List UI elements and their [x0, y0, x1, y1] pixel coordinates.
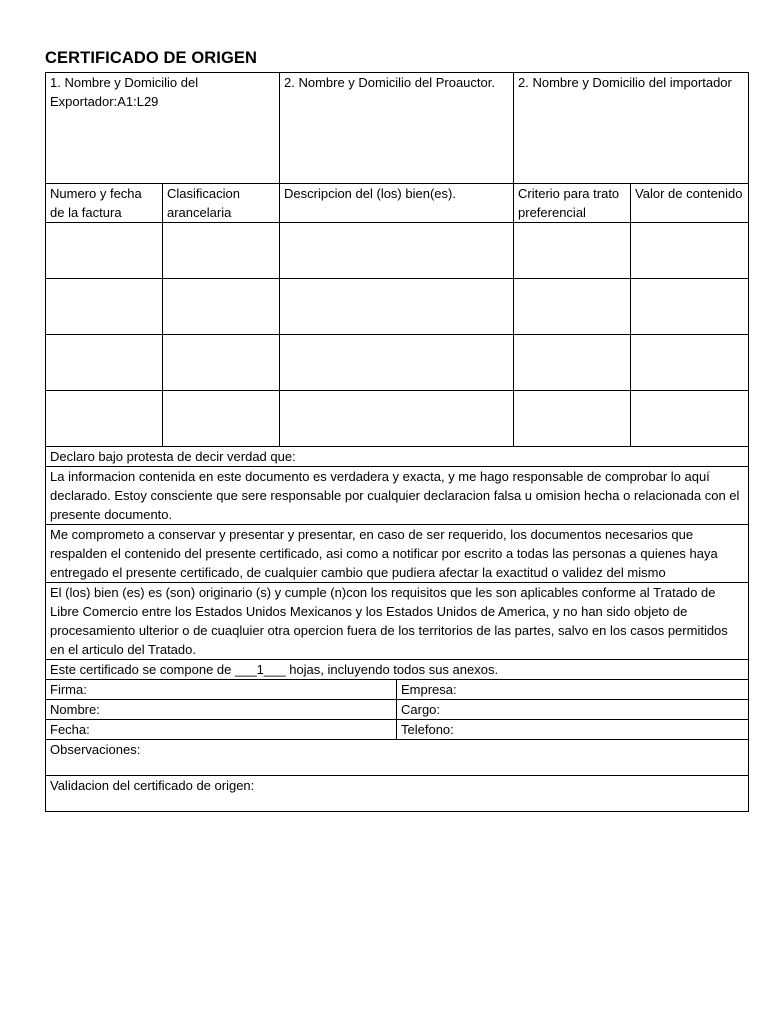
validacion-field[interactable]: Validacion del certificado de origen:: [46, 776, 749, 812]
cell-value[interactable]: [631, 279, 749, 335]
cell-description[interactable]: [280, 223, 514, 279]
cell-invoice[interactable]: [46, 391, 163, 447]
exporter-label: 1. Nombre y Domicilio del Exportador:A1:L29: [50, 75, 199, 109]
col-description: Descripcion del (los) bien(es).: [280, 184, 514, 223]
observaciones-field[interactable]: Observaciones:: [46, 740, 749, 776]
producer-label: 2. Nombre y Domicilio del Proauctor.: [284, 75, 495, 90]
importer-cell[interactable]: [514, 73, 749, 184]
cell-invoice[interactable]: [46, 279, 163, 335]
declaration-intro: Declaro bajo protesta de decir verdad que:: [46, 447, 749, 467]
fecha-field[interactable]: Fecha:: [46, 720, 397, 740]
page-title: CERTIFICADO DE ORIGEN: [45, 49, 258, 67]
table-row: [46, 391, 749, 447]
col-invoice: Numero y fecha de la factura: [46, 184, 163, 223]
sheets-count-text: Este certificado se compone de ___1___ hojas, incluyendo todos sus anexos.: [46, 660, 749, 680]
column-headers-row: [46, 184, 749, 223]
cell-description[interactable]: [280, 335, 514, 391]
declaration-paragraph-3: El (los) bien (es) es (son) originario (s) y cumple (n)con los requisitos que les son aplicables conforme al Tratado de Libre Comercio entre los Estados Unidos Mexicanos y los Estados Unidos de America, y no han sido objeto de procesamiento ulterior o de cuaqluier otra opercion fuera de los territorios de las partes, salvo en los casos permitidos en el articulo del Tratado.: [46, 583, 749, 660]
cell-criteria[interactable]: [514, 279, 631, 335]
signature-table: [45, 679, 749, 812]
cell-value[interactable]: [631, 223, 749, 279]
nombre-field[interactable]: Nombre:: [46, 700, 397, 720]
table-row: [46, 279, 749, 335]
cell-tariff[interactable]: [163, 279, 280, 335]
cell-criteria[interactable]: [514, 223, 631, 279]
col-tariff: Clasificacion arancelaria: [163, 184, 280, 223]
cargo-field[interactable]: Cargo:: [397, 700, 749, 720]
table-row: [46, 223, 749, 279]
certificate-form: [45, 72, 749, 680]
telefono-field[interactable]: Telefono:: [397, 720, 749, 740]
exporter-cell[interactable]: [46, 73, 280, 184]
cell-value[interactable]: [631, 335, 749, 391]
cell-invoice[interactable]: [46, 335, 163, 391]
empresa-field[interactable]: Empresa:: [397, 680, 749, 700]
producer-cell[interactable]: [280, 73, 514, 184]
cell-invoice[interactable]: [46, 223, 163, 279]
declaration-paragraph-1: La informacion contenida en este documento es verdadera y exacta, y me hago responsable de comprobar lo aquí declarado. Estoy consciente que sere responsable por cualquier declaracion falsa u omision hecha o relacionada con el presente documento.: [46, 467, 749, 525]
cell-tariff[interactable]: [163, 335, 280, 391]
col-value: Valor de contenido: [631, 184, 749, 223]
cell-description[interactable]: [280, 391, 514, 447]
cell-tariff[interactable]: [163, 223, 280, 279]
cell-value[interactable]: [631, 391, 749, 447]
cell-description[interactable]: [280, 279, 514, 335]
cell-criteria[interactable]: [514, 335, 631, 391]
cell-tariff[interactable]: [163, 391, 280, 447]
cell-criteria[interactable]: [514, 391, 631, 447]
col-criteria: Criterio para trato preferencial: [514, 184, 631, 223]
table-row: [46, 335, 749, 391]
parties-row: [46, 73, 749, 184]
importer-label: 2. Nombre y Domicilio del importador: [518, 75, 732, 90]
declaration-paragraph-2: Me comprometo a conservar y presentar y presentar, en caso de ser requerido, los documentos necesarios que respalden el contenido del presente certificado, asi como a notificar por escrito a todas las personas a quienes haya entregado el presente certificado, de cualquier cambio que pudiera afectar la exactitud o validez del mismo: [46, 525, 749, 583]
firma-field[interactable]: Firma:: [46, 680, 397, 700]
